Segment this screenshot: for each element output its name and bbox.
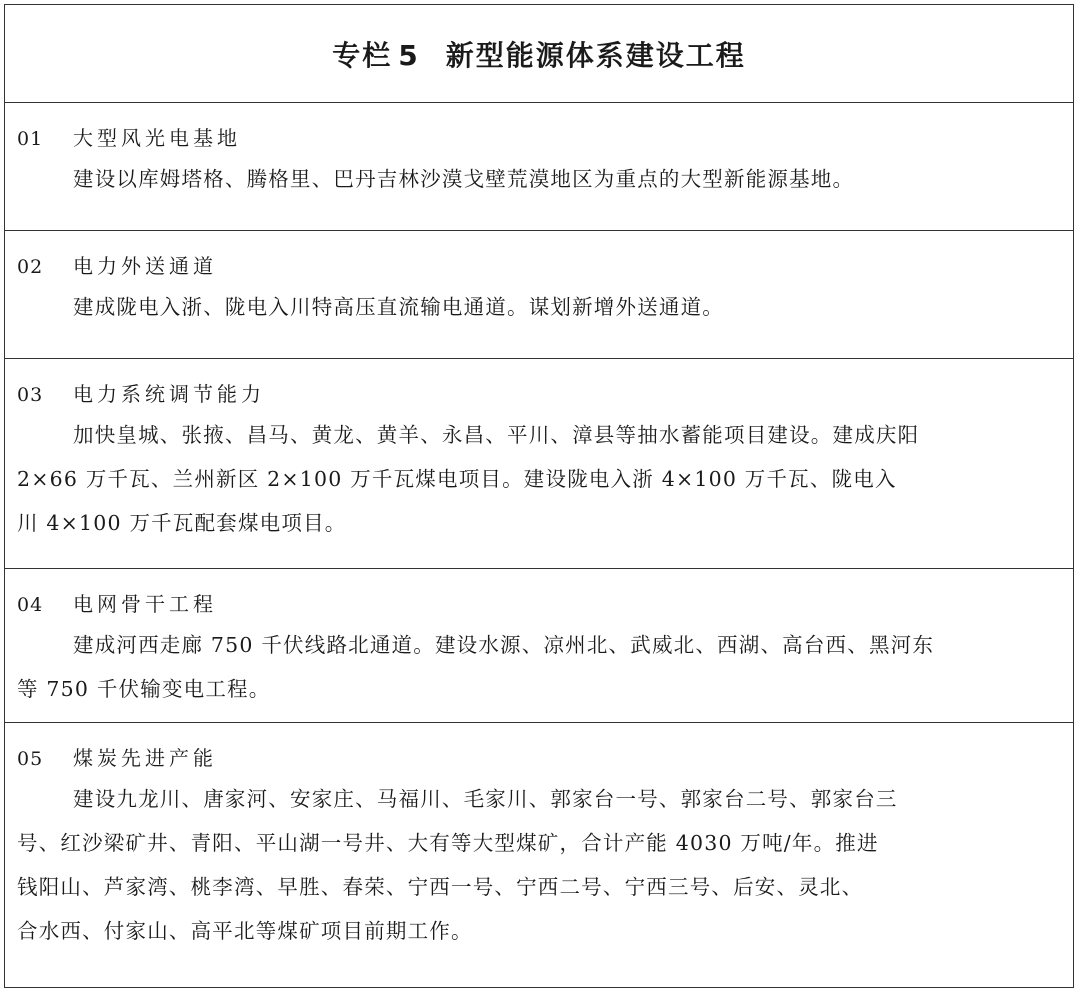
section-code: 05: [17, 748, 44, 770]
title-text: 新型能源体系建设工程: [445, 38, 746, 72]
section-name: 电力系统调节能力: [73, 382, 265, 406]
section-name: 电力外送通道: [73, 254, 217, 278]
feature-box: [4, 4, 1074, 988]
section-head: [17, 253, 1053, 279]
section-body: [17, 777, 1053, 953]
section-body: [73, 157, 1053, 201]
section-05: [5, 723, 1073, 987]
section-04: [5, 569, 1073, 723]
body-line: 钱阳山、芦家湾、桃李湾、早胜、春荣、宁西一号、宁西二号、宁西三号、后安、灵北、: [17, 875, 864, 899]
section-code: 02: [17, 256, 44, 278]
section-body: [17, 413, 1053, 545]
body-line: 加快皇城、张掖、昌马、黄龙、黄羊、永昌、平川、漳县等抽水蓄能项目建设。建成庆阳: [73, 423, 920, 447]
section-name: 大型风光电基地: [73, 126, 241, 150]
title-prefix: 专栏: [332, 38, 393, 72]
body-line: 2×66 万千瓦、兰州新区 2×100 万千瓦煤电项目。建设陇电入浙 4×100 万千瓦、陇电入: [17, 467, 897, 491]
section-body: [17, 623, 1053, 711]
section-head: [17, 591, 1053, 617]
title-number: 5: [398, 38, 420, 72]
section-01: [5, 103, 1073, 231]
section-head: [17, 381, 1053, 407]
body-line: 建设以库姆塔格、腾格里、巴丹吉林沙漠戈壁荒漠地区为重点的大型新能源基地。: [73, 167, 855, 191]
section-code: 01: [17, 128, 44, 150]
body-line: 等 750 千伏输变电工程。: [17, 677, 271, 701]
section-body: [73, 285, 1053, 329]
body-line: 号、红沙梁矿井、青阳、平山湖一号井、大有等大型煤矿，合计产能 4030 万吨/年。推进: [17, 831, 879, 855]
section-head: [17, 125, 1053, 151]
title-row: [5, 5, 1073, 103]
box-title: [332, 34, 746, 74]
body-line: 建设九龙川、唐家河、安家庄、马福川、毛家川、郭家台一号、郭家台二号、郭家台三: [73, 787, 898, 811]
body-line: 合水西、付家山、高平北等煤矿项目前期工作。: [17, 919, 473, 943]
section-code: 04: [17, 594, 44, 616]
body-line: 川 4×100 万千瓦配套煤电项目。: [17, 511, 347, 535]
body-line: 建成陇电入浙、陇电入川特高压直流输电通道。谋划新增外送通道。: [73, 295, 724, 319]
section-02: [5, 231, 1073, 359]
section-name: 煤炭先进产能: [73, 746, 217, 770]
section-head: [17, 745, 1053, 771]
section-code: 03: [17, 384, 44, 406]
section-name: 电网骨干工程: [73, 592, 217, 616]
section-03: [5, 359, 1073, 569]
body-line: 建成河西走廊 750 千伏线路北通道。建设水源、凉州北、武威北、西湖、高台西、黑河东: [73, 633, 935, 657]
